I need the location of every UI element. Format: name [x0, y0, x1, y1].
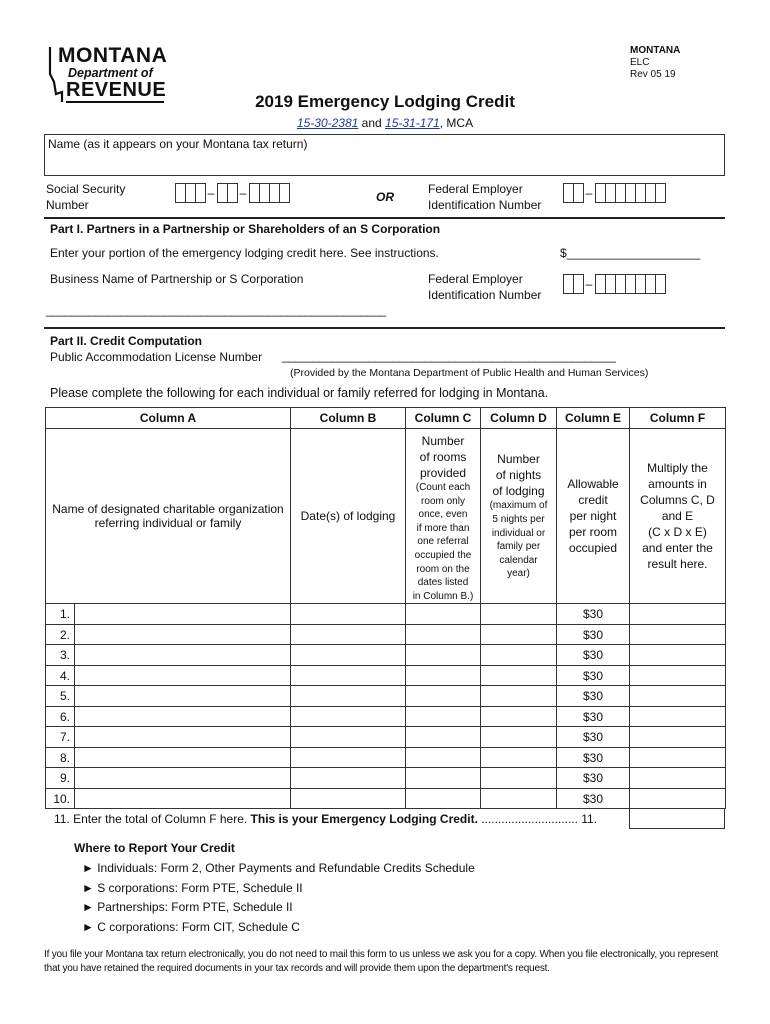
table-row [46, 665, 726, 686]
row-number: 6. [46, 706, 75, 727]
column-b-input[interactable] [291, 645, 406, 666]
where-to-report-list [82, 861, 475, 939]
column-c-input[interactable] [406, 727, 481, 748]
table-row [46, 727, 726, 748]
form-code: ELC [630, 57, 650, 68]
row-number: 1. [46, 604, 75, 625]
column-f-header: Column F [630, 408, 726, 429]
part1-credit-amount-field[interactable]: $____________________ [560, 246, 701, 260]
column-a-input[interactable] [75, 706, 291, 727]
table-row [46, 768, 726, 789]
column-e-credit: $30 [557, 624, 630, 645]
column-e-credit: $30 [557, 747, 630, 768]
table-row [46, 788, 726, 809]
column-f-input[interactable] [630, 727, 726, 748]
column-d-input[interactable] [481, 768, 557, 789]
table-row [46, 747, 726, 768]
column-f-input[interactable] [630, 706, 726, 727]
list-item: ► Individuals: Form 2, Other Payments and Refundable Credits Schedule [82, 861, 475, 875]
column-b-description: Date(s) of lodging [291, 429, 406, 604]
column-a-input[interactable] [75, 686, 291, 707]
logo-line2: Department of [68, 66, 153, 80]
column-b-input[interactable] [291, 706, 406, 727]
line-11-text: 11. Enter the total of Column F here. [54, 812, 251, 826]
column-c-input[interactable] [406, 788, 481, 809]
form-title: 2019 Emergency Lodging Credit [255, 92, 515, 111]
column-a-input[interactable] [75, 788, 291, 809]
column-c-description [406, 429, 481, 604]
column-c-input[interactable] [406, 768, 481, 789]
table-row [46, 604, 726, 625]
column-b-input[interactable] [291, 727, 406, 748]
part1-fein-input[interactable]: – [563, 274, 665, 294]
column-f-input[interactable] [630, 768, 726, 789]
column-e-credit: $30 [557, 645, 630, 666]
column-c-input[interactable] [406, 665, 481, 686]
list-item: ► S corporations: Form PTE, Schedule II [82, 880, 303, 895]
list-item: ► C corporations: Form CIT, Schedule C [82, 919, 300, 934]
column-b-header: Column B [291, 408, 406, 429]
column-c-input[interactable] [406, 604, 481, 625]
row-number: 9. [46, 768, 75, 789]
column-a-input[interactable] [75, 604, 291, 625]
column-a-input[interactable] [75, 665, 291, 686]
column-a-input[interactable] [75, 645, 291, 666]
statute-reference [0, 116, 770, 130]
business-name-field[interactable]: _______________________________________________________ [46, 303, 386, 317]
column-d-description [481, 429, 557, 604]
column-f-input[interactable] [630, 788, 726, 809]
business-name-label: Business Name of Partnership or S Corporation [50, 272, 304, 286]
column-e-credit: $30 [557, 604, 630, 625]
list-item: ► Partnerships: Form PTE, Schedule II [82, 900, 293, 914]
line-11-bold: This is your Emergency Lodging Credit. [250, 812, 478, 826]
column-a-input[interactable] [75, 768, 291, 789]
column-a-description: Name of designated charitable organization referring individual or family [46, 429, 291, 604]
column-f-input[interactable] [630, 604, 726, 625]
footer-note: If you file your Montana tax return electronically, you do not need to mail this form to us unless we ask you for a copy. When you file electronically, you represent that you have retained the required documents in your tax records and will provide them upon the department's request. [44, 949, 719, 974]
column-d-input[interactable] [481, 604, 557, 625]
table-row [46, 706, 726, 727]
divider [44, 327, 725, 329]
column-e-credit: $30 [557, 727, 630, 748]
column-a-input[interactable] [75, 747, 291, 768]
row-number: 2. [46, 624, 75, 645]
column-e-credit: $30 [557, 788, 630, 809]
fein-input[interactable]: – [563, 183, 665, 203]
statute-link-2[interactable]: 15-31-171 [385, 116, 440, 130]
column-d-input[interactable] [481, 747, 557, 768]
line-11-dots: ............................. 11. [477, 812, 598, 826]
column-b-input[interactable] [291, 604, 406, 625]
column-e-credit: $30 [557, 706, 630, 727]
column-e-credit: $30 [557, 665, 630, 686]
column-d-header: Column D [481, 408, 557, 429]
column-d-input[interactable] [481, 624, 557, 645]
name-label: Name (as it appears on your Montana tax return) [48, 137, 308, 151]
column-a-header: Column A [46, 408, 291, 429]
divider [44, 217, 725, 219]
table-row [46, 624, 726, 645]
part2-heading: Part II. Credit Computation [50, 334, 203, 348]
column-a-input[interactable] [75, 727, 291, 748]
column-d-input[interactable] [481, 727, 557, 748]
column-f-input[interactable] [630, 747, 726, 768]
fein-label: Federal Employer Identification Number [428, 182, 542, 212]
column-f-input[interactable] [630, 686, 726, 707]
ssn-input[interactable]: – – [175, 183, 289, 203]
form-state: MONTANA [630, 45, 681, 56]
column-b-input[interactable] [291, 624, 406, 645]
column-d-input[interactable] [481, 788, 557, 809]
column-d-main: Number of nights of lodging [492, 452, 545, 499]
row-number: 7. [46, 727, 75, 748]
ssn-label: Social Security Number [46, 182, 126, 212]
row-number: 5. [46, 686, 75, 707]
table-row [46, 686, 726, 707]
column-e-credit: $30 [557, 768, 630, 789]
column-c-input[interactable] [406, 706, 481, 727]
part1-fein-label: Federal Employer Identification Number [428, 272, 542, 302]
column-c-input[interactable] [406, 645, 481, 666]
part1-heading: Part I. Partners in a Partnership or Shareholders of an S Corporation [50, 222, 441, 236]
column-b-input[interactable] [291, 768, 406, 789]
column-d-input[interactable] [481, 645, 557, 666]
column-b-input[interactable] [291, 686, 406, 707]
column-c-header: Column C [406, 408, 481, 429]
column-f-description: Multiply the amounts in Columns C, D and E (C x D x E) and enter the result here. [630, 429, 726, 604]
form-revision: Rev 05 19 [630, 69, 676, 80]
statute-suffix: , MCA [439, 116, 474, 130]
column-b-input[interactable] [291, 788, 406, 809]
part1-enter-text: Enter your portion of the emergency lodging credit here. See instructions. [50, 246, 439, 260]
line-11-total-field[interactable] [629, 808, 725, 829]
column-c-note: (Count each room only once, even if more than one referral occupied the room on the dates listed in Column B.) [412, 482, 474, 602]
license-label: Public Accommodation License Number [50, 350, 263, 364]
row-number: 3. [46, 645, 75, 666]
column-b-input[interactable] [291, 665, 406, 686]
row-number: 4. [46, 665, 75, 686]
credit-computation-table [45, 407, 726, 809]
column-c-input[interactable] [406, 686, 481, 707]
column-d-input[interactable] [481, 686, 557, 707]
column-f-input[interactable] [630, 665, 726, 686]
where-to-report-heading: Where to Report Your Credit [74, 841, 235, 855]
column-c-main: Number of rooms provided [419, 434, 467, 480]
column-f-input[interactable] [630, 624, 726, 645]
logo-line3: REVENUE [66, 79, 167, 101]
statute-link-1[interactable]: 15-30-2381 [296, 116, 359, 130]
row-number: 8. [46, 747, 75, 768]
column-b-input[interactable] [291, 747, 406, 768]
column-d-input[interactable] [481, 665, 557, 686]
column-e-description: Allowable credit per night per room occupied [557, 429, 630, 604]
statute-and: and [358, 116, 386, 130]
table-row [46, 645, 726, 666]
column-c-input[interactable] [406, 747, 481, 768]
column-a-input[interactable] [75, 624, 291, 645]
table-instruction: Please complete the following for each individual or family referred for lodging in Montana. [50, 386, 549, 400]
column-d-note: (maximum of 5 nights per individual or family per calendar year) [489, 500, 548, 580]
column-d-input[interactable] [481, 706, 557, 727]
line-11-label [54, 812, 597, 826]
column-e-credit: $30 [557, 686, 630, 707]
logo-line1: MONTANA [58, 44, 168, 67]
provided-by-note: (Provided by the Montana Department of Public Health and Human Services) [290, 367, 649, 379]
row-number: 10. [46, 788, 75, 809]
license-number-field[interactable]: ______________________________________________________ [282, 349, 616, 363]
column-f-input[interactable] [630, 645, 726, 666]
name-field[interactable] [44, 134, 725, 176]
column-e-header: Column E [557, 408, 630, 429]
column-c-input[interactable] [406, 624, 481, 645]
or-label: OR [376, 190, 394, 204]
